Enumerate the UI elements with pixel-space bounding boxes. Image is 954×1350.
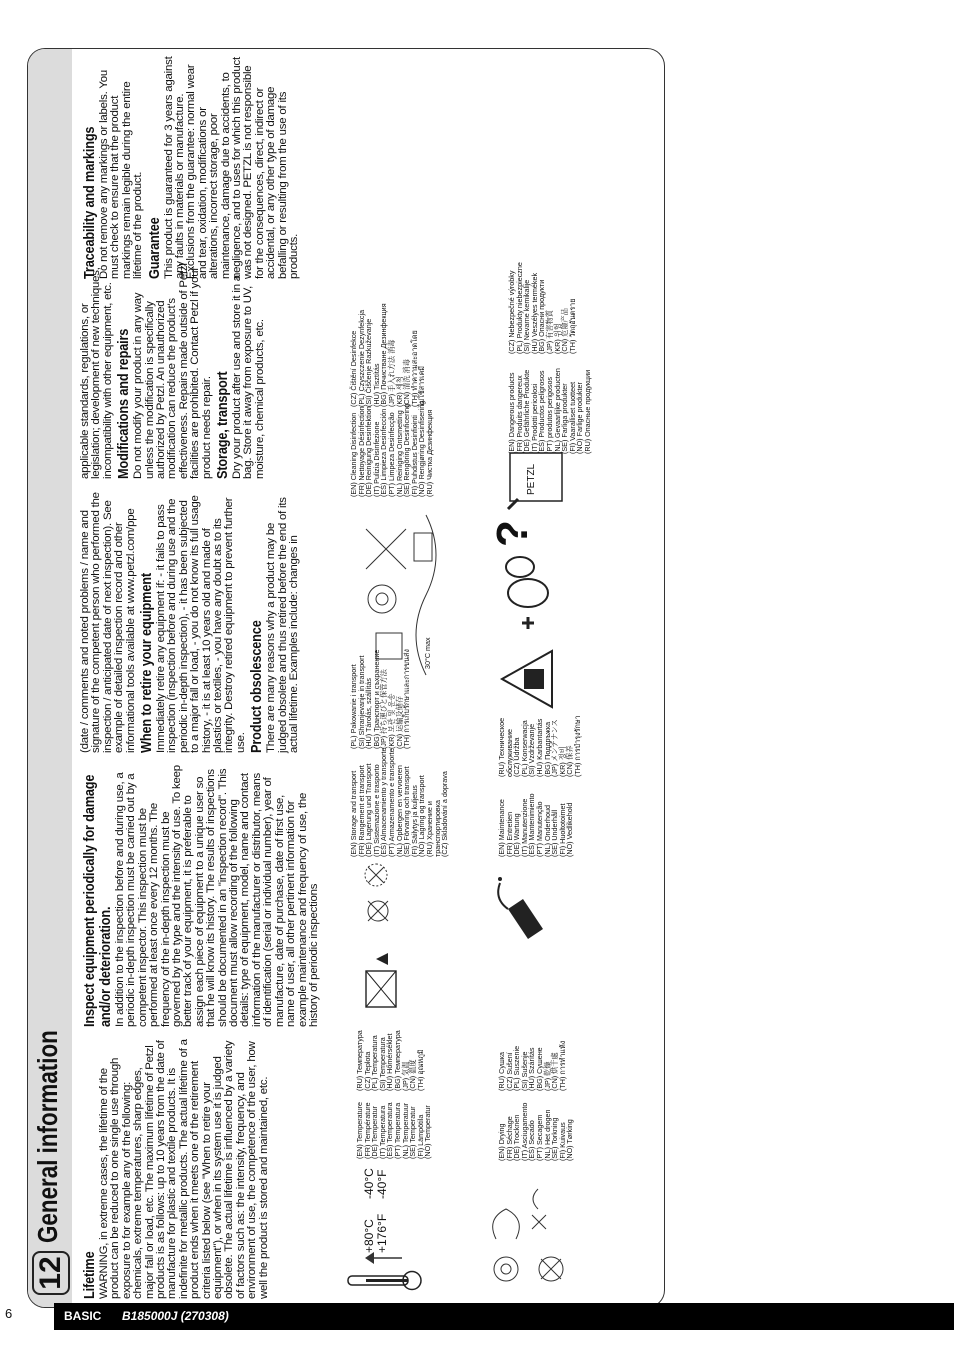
footer-reference: B185000J (270308) — [122, 1309, 229, 1323]
lifetime-text: WARNING, in extreme cases, the lifetime of the product can be reduced to one single use through exposure to for example any of the following: chemicals, extreme temperatures, sharp edges, major fall or load, etc. The maximum lifetime of Petzl products is as follows: up to 10 years from the date of manufacture for plastic and textile products. It is indefinite for metallic products. The actual lifetime of a product ends when it meets one of the retirement criteria listed below (see "When to retire your equipment"), or when in its system use it is judged obsolete. The actual lifetime is influenced by a variety of factors such as: the intensity, frequency, and environment of use, the competence of the user, how well the product is stored and maintained, etc. — [98, 1039, 270, 1299]
page-frame — [27, 48, 665, 1308]
column-lifetime — [80, 1037, 270, 1299]
drying-labels-a: (EN) Drying (FR) Séchage (DE) Trocknen (IT) Asciugamento (ES) Secado (PT) Secagem (NL) Het drogen (SE) Torkning (FI) Kuivaus (NO) Tørking — [497, 1102, 575, 1161]
storage-labels-a: (EN) Storage and transport (FR) Rangement et transport (DE) Lagerung und Transport (IT) Sistemazione e trasporto (ES) Almacenamiento y transporte (PT) Armazenamento e transporte (NL) Opbergen en vervoeren (SE) Förvaring och transport (FI) Säilytys ja kuljetus (NO) Lagring og transport (RU) Хранение и транспортировка (CZ) Skladování a doprava — [349, 747, 450, 857]
page-number: 6 — [5, 1306, 13, 1321]
lifetime-heading: Lifetime — [81, 1251, 98, 1299]
temp-label-30: 30°C max — [423, 637, 432, 669]
inspect-heading: Inspect equipment periodically for damage and/or deterioration. — [81, 774, 114, 1027]
maintenance-labels-a: (EN) Maintenance (FR) Entretien (DE) Wartung (IT) Manutenzione (ES) Mantenimiento (PT) Manutenção (NL) Onderhoud (SE) Underhåll (FI) Huoltotoimet (NO) Vedlikehold — [497, 793, 575, 857]
modifications-heading: Modifications and repairs — [115, 328, 133, 479]
drying-labels-b: (RU) Сушка (CZ) Sušení (PL) Suszenie (SI) Sušenje (HU) Szárítás (BG) Сушене (JP) 乾燥 (CN) 烘干處 (TH) การทำแห้ง — [497, 1040, 567, 1091]
guarantee-heading: Guarantee — [145, 217, 163, 279]
column-inspect — [80, 765, 320, 1027]
rotated-content — [28, 49, 665, 1308]
oil-can-icon — [488, 869, 563, 949]
footer-bar — [54, 1303, 954, 1330]
storage-heading: Storage, transport — [214, 371, 232, 479]
footer-product: BASIC — [64, 1309, 102, 1323]
storage-text: Dry your product after use and store it in a bag. Store it away from exposure to UV, moisture, chemical products, etc. — [231, 275, 266, 479]
cleaning-labels-a: (EN) Cleaning Disinfection (FR) Nettoyage Désinfection (DE) Reinigung Desinfektion (IT) Pulizia Disinfezione (ES) Limpieza Desinfección (PT) Limpeza Desinfecção (NL) Reiniging Ontsmetting (SE) Rengöring Desinficering (FI) Puhdistus Desinfiointi (NO) Rengjøring Desinfisering (RU) Чистка Дезинфекция — [349, 400, 434, 497]
obsolescence-continued: applicable standards, regulations, or legislation; development of new techniques, incompatibility with other equipment, etc. — [79, 267, 114, 479]
obsolescence-heading: Product obsolescence — [248, 620, 266, 753]
temperature-labels-b: (RU) Температура (CZ) Teplota (PL) Temperatura (SI) Temperatura (HU) Hőmérséklet (BG) Температура (JP) 気温 (CN) 温度 (TH) อุณหภูมิ — [355, 1030, 425, 1091]
guarantee-text: This product is guaranteed for 3 years against any faults in materials or manufacture. Exclusions from the guarantee: normal wear and tear, oxidation, modifications or alterations, incorrect storage, poor maintenance, damage due to accidents, to negligence, and to uses for which this product was not designed. PETZL is not responsible for the consequences, direct, indirect or accidental, or any other type of damage befalling or resulting from the use of its products. — [162, 56, 301, 279]
traceability-text: Do not remove any markings or labels. You must check to ensure that the product markings remain legible during the entire lifetime of the product. — [98, 70, 145, 279]
inspect-text: In addition to the inspection before and during use, a periodic in-depth inspection must be carried out by a competent inspector. This inspection must be performed at least once every 12 months. The frequency of the in-depth inspection must be governed by the type and the intensity of use. To keep better track of your equipment, it is preferable to assign each piece of equipment to a unique user so that he will know its history. The results of inspections should be documented in an "inspection record". This document must allow recording of the following details: type of equipment, model, name and contact information of the manufacturer or distributor, means of identification (serial or individual number), year of manufacture, date of purchase, date of first use, name of user, all other pertinent information for example maintenance and frequency of use, the history of periodic inspections — [114, 765, 320, 1027]
storage-boxes-icon — [348, 861, 423, 1011]
inspect-continued: (date / comments and noted problems / name and signature of the competent person who performed the inspection / anticipated date of next inspection). See example of detailed inspection record and other informational tools available at www.petzl.com/ppe — [79, 492, 137, 753]
danger-labels-b: (CZ) Nebezpečné výrobky (PL) Produkty niebezpieczne (SI) Nevarne kemikalije (HU) Veszélyes termékek (BG) Опасни продукти (JP) 有害物質 (KR) 위험 (CN) 危險产品 (TH) วัตถุอันตราย — [507, 262, 577, 354]
danger-labels-a: (EN) Dangerous products (FR) Produits dangereux (DE) Gefährliche Produkte (IT) Prodotti pericolosi (ES) Productos peligrosos (PT) produtos perigosos (NL) Gevaarlijke producten (SE) Farliga produkter (FI) Vaaralliset tuotteet (NO) Farlige produkter (RU) Опасные продукции — [507, 368, 592, 454]
column-retire — [80, 489, 301, 753]
question-mark: ? — [488, 520, 537, 547]
maintenance-labels-b: (RU) Техническое обслуживание (CZ) Údržba (PL) Konserwacja (SI) Vzdrževanje (HU) Karbantartás (BG) Поддръжка (JP) メンテナンス (KR) 정비 (CN) 保养 (TH) การบำรุงรักษา — [497, 715, 582, 777]
modifications-text: Do not modify your product in any way unless the modification is specifically authorized by Petzl. An unauthorized modification can reduce the product's effectiveness. Repairs made outside of Petzl facilities are prohibited. Contact Petzl if your product needs repair. — [132, 263, 213, 479]
petzl-label: PETZL — [526, 463, 537, 495]
obsolescence-text: There are many reasons why a product may be judged obsolete and thus retired before the end of its actual lifetime. Examples include: changes in — [265, 497, 301, 753]
cleaning-labels-b: (CZ) Čištění Desinfekce (PL) Czyszczenie Dezynfekcja (SI) Čiščenje Razkuževanje (HU) Tisztítás (BG) Почистване Дезинфекция (JP) 手入れ方法 消毒 (KR) 세척 (CN) 清洗 消毒 (TH) ทำความสะอาดโดย ไม่ใช้สารเคมี — [349, 303, 427, 407]
column-guarantee — [80, 54, 301, 279]
section-title: General information — [32, 1030, 63, 1243]
thermometer-icon — [346, 1265, 429, 1295]
carabiner-icon — [498, 553, 563, 633]
temperature-labels-a: (EN) Temperature (FR) Température (DE) Temperatur (IT) Temperatura (ES) Temperatura (PT) Temperatura (NL) Temperatuur (SE) Temperatur (FI) Lämpötila (NO) Temperatur — [355, 1102, 433, 1159]
column-modifications — [80, 259, 266, 479]
arrow-up-icon — [364, 1251, 409, 1265]
temp-min: -40°C -40°F — [362, 1168, 389, 1199]
section-number: 12 — [32, 1251, 70, 1295]
storage-labels-b: (PL) Pakowanie i transport (SI) Shranjevanje in transport (HU) Tárolás, szállítás (BG) Транспорт и съхранение (JP) 持ち運びと保管方法 (KR) 보관 및 운송 (CN) 运输及储存 (TH) การเก็บรักษาและการขนส่ง — [349, 649, 412, 749]
hazard-warning-icon — [498, 649, 563, 709]
retire-heading: When to retire your equipment — [138, 573, 156, 753]
retire-text: Immediately retire any equipment if: - it fails to pass inspection (inspection before and during use and the periodic in-depth inspection), - it has been subjected to a major fall or load, - you do not know its full usage history, - it is at least 10 years old and made of plastics or textiles, - you have any doubt as to its integrity. Destroy retired equipment to prevent further use. — [155, 495, 247, 753]
traceability-heading: Traceability and markings — [81, 126, 98, 279]
temp-max: +80°C +176°F — [362, 1213, 389, 1253]
cleaning-icon — [346, 509, 451, 679]
drying-icon — [476, 1159, 581, 1289]
